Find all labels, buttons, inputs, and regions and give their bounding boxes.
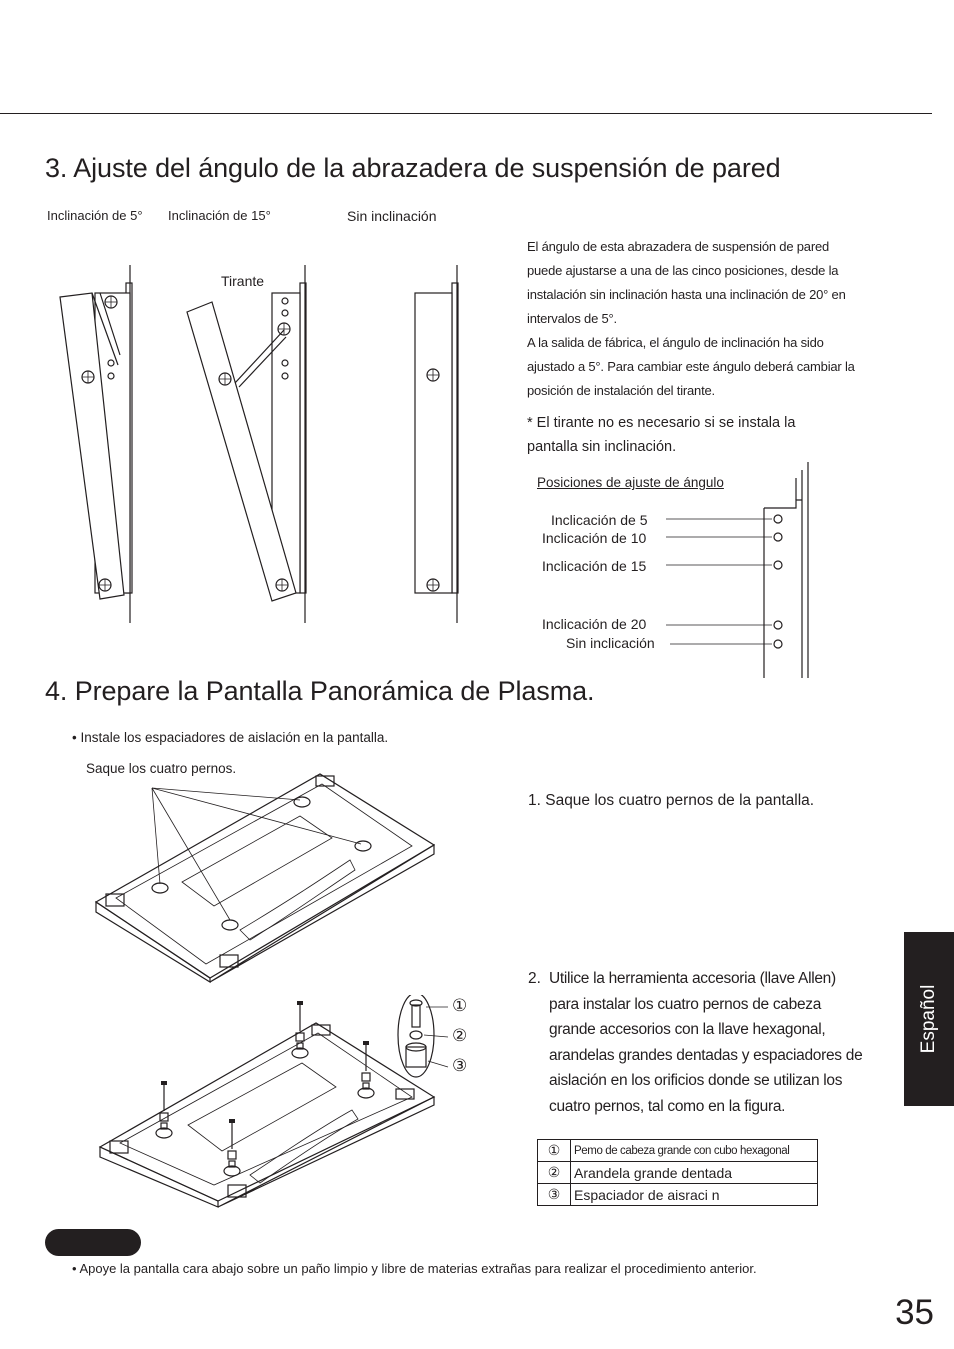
label-no-tilt: Sin inclinación bbox=[347, 208, 437, 224]
part-number: ③ bbox=[538, 1184, 571, 1206]
footnote: • Apoye la pantalla cara abajo sobre un paño limpio y libre de materias extrañas para realizar el procedimiento anterior. bbox=[72, 1261, 757, 1276]
table-row bbox=[538, 1140, 818, 1162]
table-row bbox=[538, 1162, 818, 1184]
bracket-tilt-15 bbox=[187, 265, 306, 623]
parts-table bbox=[537, 1139, 818, 1206]
table-row bbox=[538, 1184, 818, 1206]
callout-2: ② bbox=[452, 1026, 468, 1045]
part-name: Pemo de cabeza grande con cubo hexagonal bbox=[571, 1140, 818, 1162]
language-side-tab bbox=[904, 932, 954, 1106]
part-number: ② bbox=[538, 1162, 571, 1184]
note-pill bbox=[45, 1229, 141, 1256]
page-number: 35 bbox=[895, 1293, 934, 1332]
positions-diagram bbox=[660, 460, 820, 680]
step-1: 1. Saque los cuatro pernos de la pantalla. bbox=[528, 792, 815, 809]
part-name: Arandela grande dentada bbox=[571, 1162, 818, 1184]
section3-note: * El tirante no es necesario si se instala la pantalla sin inclinación. bbox=[527, 415, 796, 455]
language-label: Español bbox=[918, 984, 939, 1054]
label-remove-bolts: Saque los cuatro pernos. bbox=[86, 761, 237, 776]
position-20: Inclicación de 20 bbox=[542, 616, 647, 632]
position-15: Inclicación de 15 bbox=[542, 558, 647, 574]
section4-title: 4. Prepare la Pantalla Panorámica de Plasma. bbox=[45, 676, 595, 706]
label-tirante: Tirante bbox=[221, 273, 265, 289]
position-none: Sin inclicación bbox=[566, 635, 655, 651]
part-number: ① bbox=[538, 1140, 571, 1162]
top-rule bbox=[0, 113, 932, 114]
callout-1: ① bbox=[452, 996, 468, 1015]
section3-paragraph-1: El ángulo de esta abrazadera de suspensión de pared puede ajustarse a una de las cinco posiciones, desde la instalación sin inclinación hasta una inclinación de 20° en intervalos de 5°. bbox=[527, 239, 846, 326]
callout-3: ③ bbox=[452, 1056, 468, 1075]
step-2: Utilice la herramienta accesoria (llave Allen) para instalar los cuatro pernos de cabeza grande accesorios con la llave hexagonal, arandelas grandes dentadas y espaciadores de aislación en los orificios donde se utilizan los cuatro pernos, tal como en la figura. bbox=[549, 970, 863, 1115]
part-name: Espaciador de aisraci n bbox=[571, 1184, 818, 1206]
panel-remove-bolts-illustration bbox=[90, 770, 440, 985]
panel-install-spacers-illustration bbox=[90, 995, 450, 1210]
label-tilt-15: Inclinación de 15° bbox=[168, 208, 271, 223]
position-10: Inclicación de 10 bbox=[542, 530, 647, 546]
bracket-no-tilt bbox=[415, 265, 458, 623]
bracket-angle-diagram bbox=[40, 255, 480, 635]
step-2-number: 2. bbox=[528, 970, 541, 987]
label-tilt-5: Inclinación de 5° bbox=[47, 208, 143, 223]
positions-title: Posiciones de ajuste de ángulo bbox=[537, 475, 724, 490]
bracket-tilt-5 bbox=[60, 265, 132, 623]
section3-title: 3. Ajuste del ángulo de la abrazadera de suspensión de pared bbox=[45, 153, 781, 183]
section3-paragraph-2: A la salida de fábrica, el ángulo de inclinación ha sido ajustado a 5°. Para cambiar este ángulo deberá cambiar la posición de instalación del tirante. bbox=[527, 335, 855, 398]
magnified-bolt bbox=[398, 995, 448, 1077]
position-5: Inclicación de 5 bbox=[551, 512, 648, 528]
section4-bullet: • Instale los espaciadores de aislación en la pantalla. bbox=[72, 730, 389, 745]
